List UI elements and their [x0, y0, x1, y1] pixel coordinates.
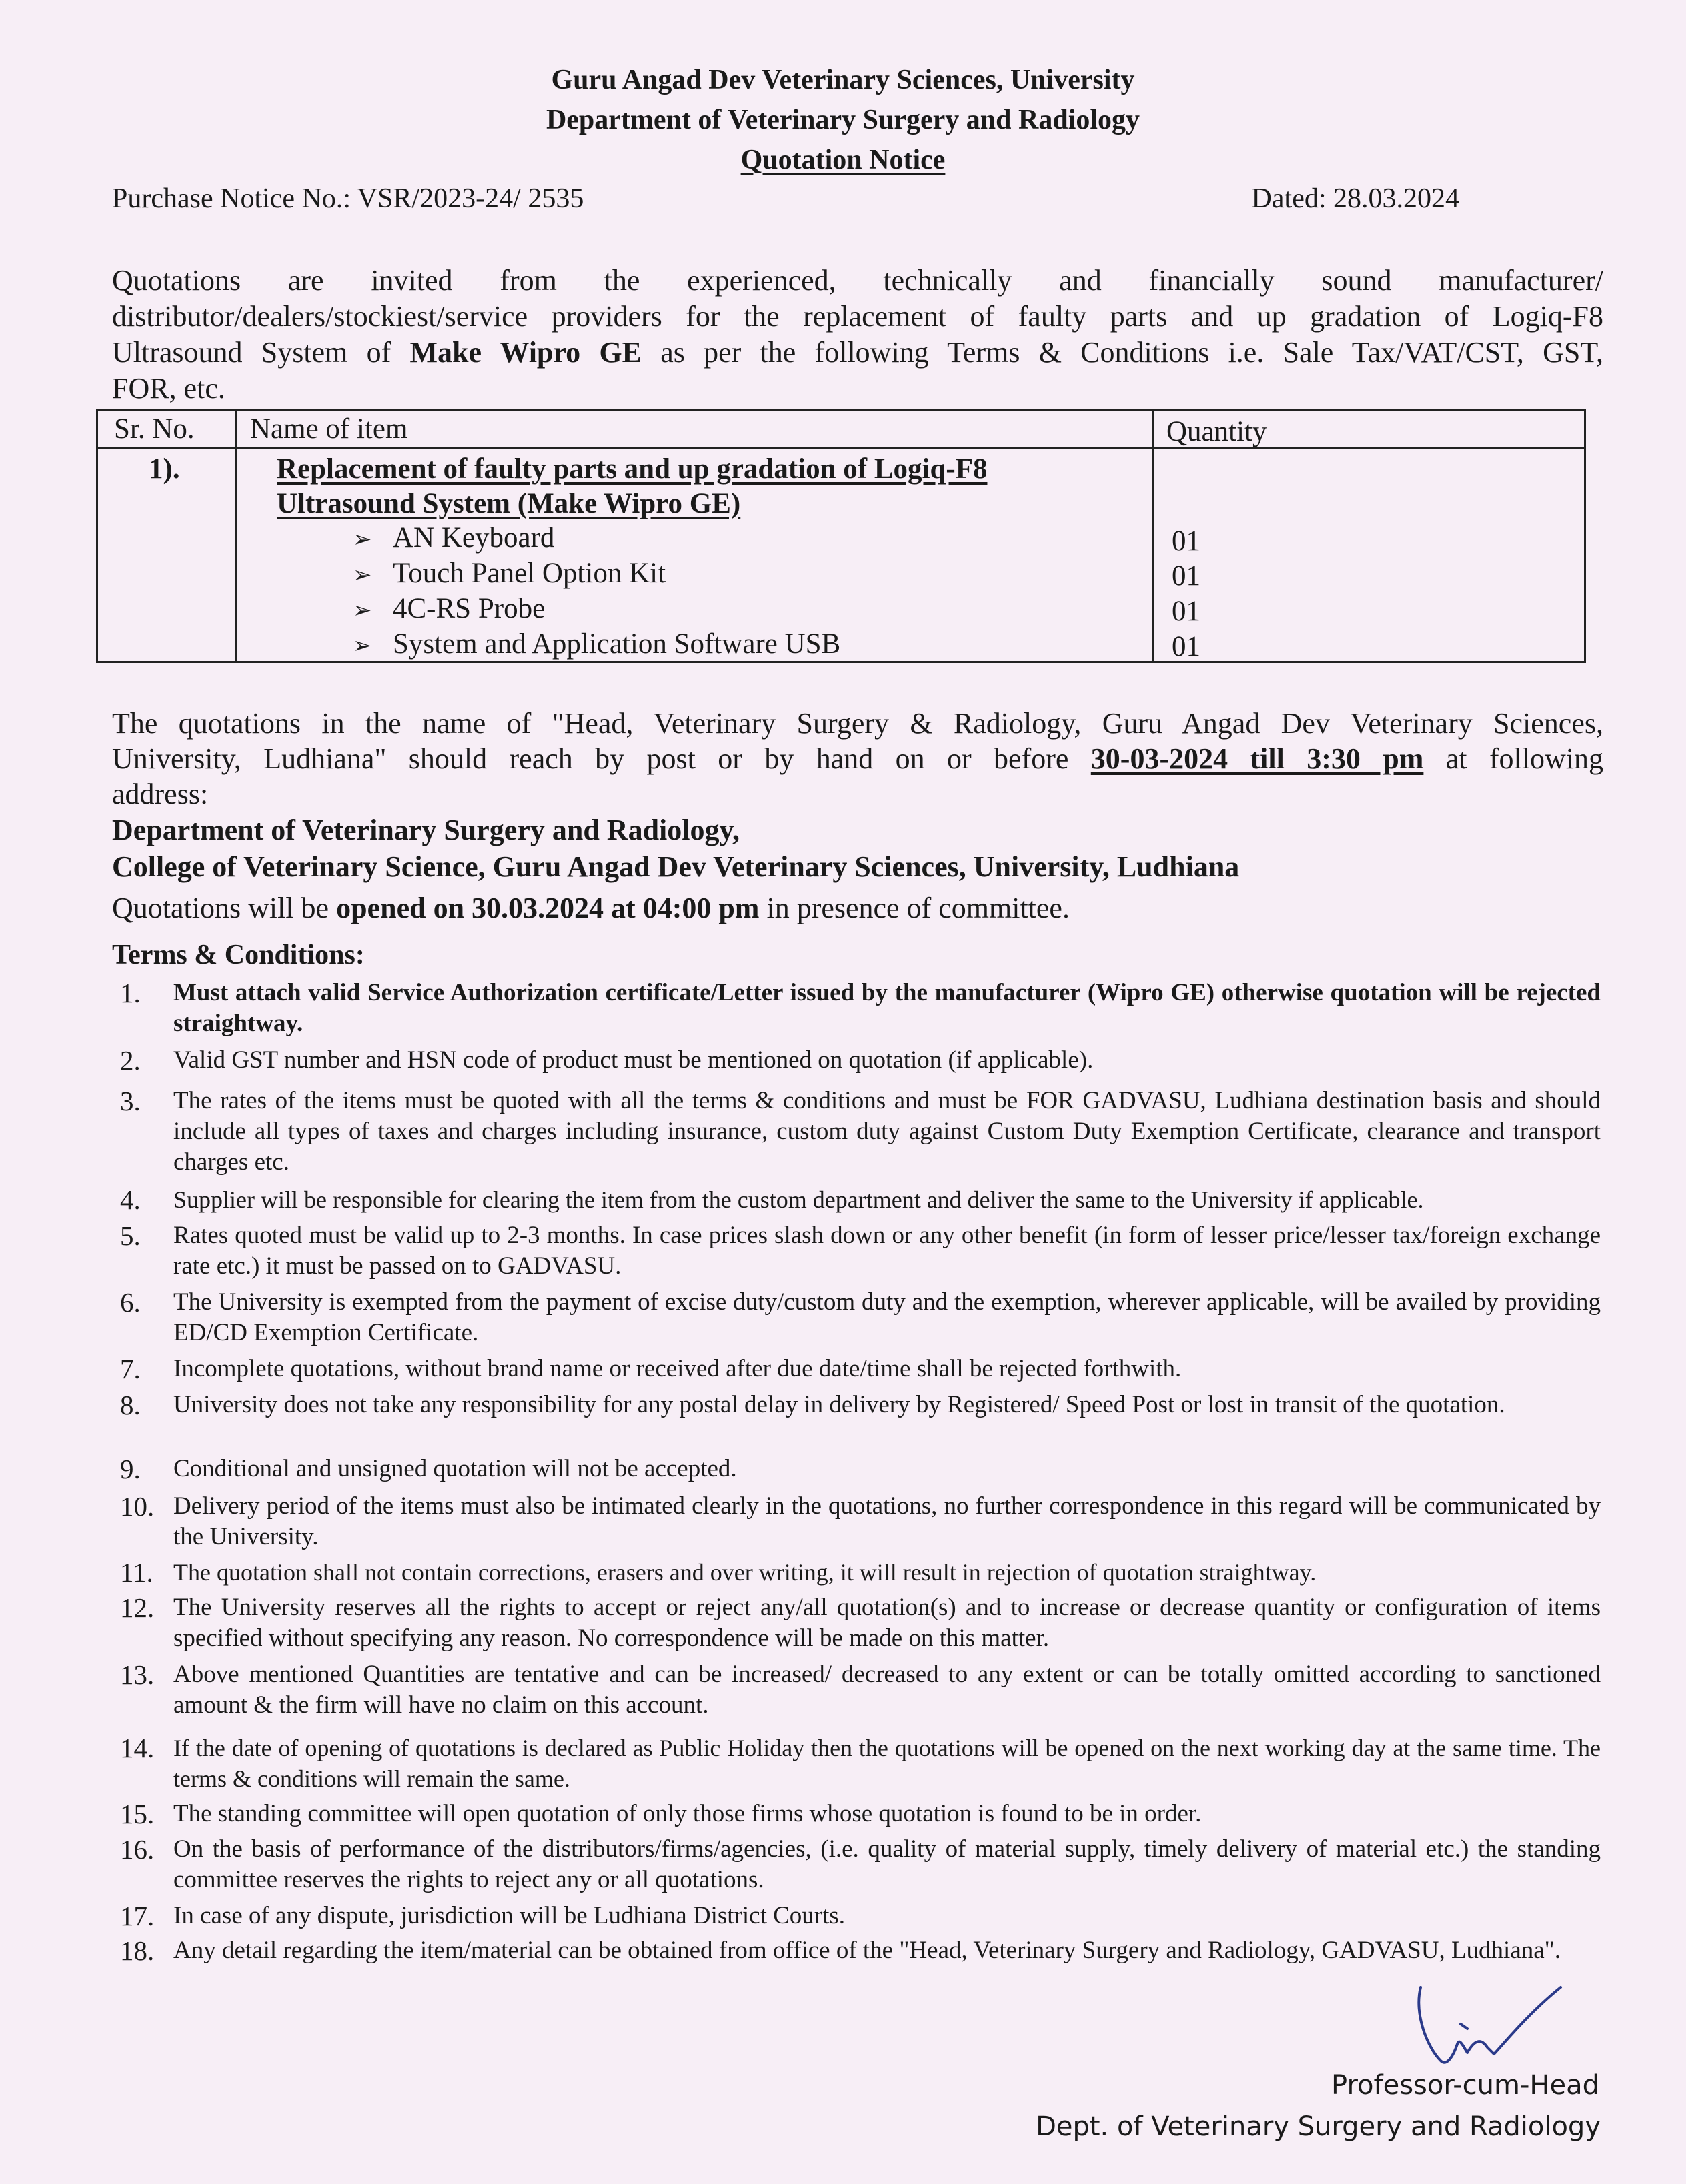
intro-line-4: FOR, etc.: [112, 372, 225, 405]
term-item: 2. Valid GST number and HSN code of product must be mentioned on quotation (if applicable).: [120, 1045, 1094, 1076]
term-item: 10. Delivery period of the items must also be intimated clearly in the quotations, no further correspondence in this regard will be communicated by the University.: [120, 1491, 1601, 1550]
arrow-bullet-icon: ➢: [353, 632, 372, 659]
notice-date: Dated: 28.03.2024: [1251, 183, 1459, 214]
submission-line-1: The quotations in the name of "Head, Veterinary Surgery & Radiology, Guru Angad Dev Veterinary Sciences,: [112, 707, 1603, 740]
term-item: 11. The quotation shall not contain corrections, erasers and over writing, it will result in rejection of quotation straightway.: [120, 1557, 1317, 1588]
table-sr-number: 1).: [149, 453, 180, 485]
term-item: 3. The rates of the items must be quoted with all the terms & conditions and must be FOR GADVASU, Ludhiana destination basis and should include all types of taxes and charges including insurance, custom duty against Custom Duty Exemption Certificate, clearance and transport charges etc.: [120, 1086, 1601, 1176]
opening-notice: Quotations will be opened on 30.03.2024 at 04:00 pm in presence of committee.: [112, 892, 1070, 924]
arrow-bullet-icon: ➢: [353, 526, 372, 553]
item-title-line-2: Ultrasound System (Make Wipro GE): [277, 488, 741, 519]
term-item: 17. In case of any dispute, jurisdiction will be Ludhiana District Courts.: [120, 1901, 846, 1931]
department-name: Department of Veterinary Surgery and Radiology: [546, 105, 1140, 135]
term-item: 18. Any detail regarding the item/material can be obtained from office of the "Head, Veterinary Surgery and Radiology, GADVASU, Ludhiana".: [120, 1935, 1561, 1966]
items-table: [96, 409, 1586, 663]
intro-line-1: Quotations are invited from the experienced, technically and financially sound manufacturer/: [112, 264, 1603, 297]
quantity-cell: 01: [1172, 596, 1200, 627]
term-item: 5. Rates quoted must be valid up to 2-3 months. In case prices slash down or any other benefit (in form of lesser price/lesser tax/foreign exchange rate etc.) it must be passed on to GADVASU.: [120, 1220, 1601, 1280]
term-item: 1. Must attach valid Service Authorization certificate/Letter issued by the manufacturer (Wipro GE) otherwise quotation will be rejected straightway.: [120, 978, 1601, 1037]
table-header-quantity: Quantity: [1166, 416, 1267, 447]
terms-heading: Terms & Conditions:: [112, 940, 365, 970]
address-line-1: Department of Veterinary Surgery and Radiology,: [112, 814, 740, 846]
make-name: Make Wipro GE: [409, 336, 642, 369]
handwritten-signature: [1401, 1974, 1574, 2081]
signatory-department: Dept. of Veterinary Surgery and Radiology: [1036, 2111, 1601, 2142]
quantity-cell: 01: [1172, 525, 1200, 557]
deadline: 30-03-2024 till 3:30 pm: [1090, 742, 1424, 775]
submission-line-3: address:: [112, 778, 209, 810]
table-header-sr: Sr. No.: [114, 413, 195, 445]
term-item: 7. Incomplete quotations, without brand name or received after due date/time shall be rejected forthwith.: [120, 1354, 1182, 1384]
table-row: ➢ 4C-RS Probe: [353, 592, 545, 628]
quantity-cell: 01: [1172, 631, 1200, 662]
term-item: 8. University does not take any responsibility for any postal delay in delivery by Registered/ Speed Post or lost in transit of the quotation.: [120, 1390, 1505, 1420]
term-item: 15. The standing committee will open quotation of only those firms whose quotation is found to be in order.: [120, 1799, 1202, 1829]
term-item: 9. Conditional and unsigned quotation will not be accepted.: [120, 1454, 737, 1484]
term-item: 12. The University reserves all the rights to accept or reject any/all quotation(s) and to increase or decrease quantity or configuration of items specified without specifying any reason. No correspondence will be made on this matter.: [120, 1592, 1601, 1652]
submission-line-2: University, Ludhiana" should reach by post or by hand on or before 30-03-2024 till 3:30 pm at following: [112, 742, 1604, 775]
term-item: 14. If the date of opening of quotations is declared as Public Holiday then the quotations will be opened on the next working day at the same time. The terms & conditions will remain the same.: [120, 1733, 1601, 1792]
page-title: Quotation Notice: [740, 145, 946, 175]
intro-line-3: Ultrasound System of Make Wipro GE as per the following Terms & Conditions i.e. Sale Tax/VAT/CST, GST,: [112, 336, 1603, 369]
table-header-item: Name of item: [250, 413, 408, 445]
table-row: ➢ Touch Panel Option Kit: [353, 556, 666, 592]
university-name: Guru Angad Dev Veterinary Sciences, University: [551, 65, 1135, 95]
term-item: 4. Supplier will be responsible for clearing the item from the custom department and deliver the same to the University if applicable.: [120, 1184, 1424, 1215]
table-row: ➢ AN Keyboard: [353, 521, 554, 557]
quantity-cell: 01: [1172, 560, 1200, 592]
term-item: 16. On the basis of performance of the distributors/firms/agencies, (i.e. quality of material supply, timely delivery of material etc.) the standing committee reserves the rights to reject any or all quotations.: [120, 1834, 1601, 1893]
table-row: ➢ System and Application Software USB: [353, 627, 840, 663]
arrow-bullet-icon: ➢: [353, 597, 372, 624]
item-title-line-1: Replacement of faulty parts and up gradation of Logiq-F8: [277, 453, 988, 485]
address-line-2: College of Veterinary Science, Guru Angad Dev Veterinary Sciences, University, Ludhiana: [112, 850, 1240, 883]
purchase-notice-number: Purchase Notice No.: VSR/2023-24/ 2535: [112, 183, 584, 214]
arrow-bullet-icon: ➢: [353, 562, 372, 588]
signatory-title: Professor-cum-Head: [1331, 2070, 1599, 2101]
intro-line-2: distributor/dealers/stockiest/service providers for the replacement of faulty parts and up gradation of Logiq-F8: [112, 300, 1603, 333]
term-item: 13. Above mentioned Quantities are tentative and can be increased/ decreased to any extent or can be totally omitted according to sanctioned amount & the firm will have no claim on this account.: [120, 1659, 1601, 1719]
opening-date: opened on 30.03.2024 at 04:00 pm: [336, 892, 760, 924]
term-item: 6. The University is exempted from the payment of excise duty/custom duty and the exemption, wherever applicable, will be availed by providing ED/CD Exemption Certificate.: [120, 1287, 1601, 1346]
